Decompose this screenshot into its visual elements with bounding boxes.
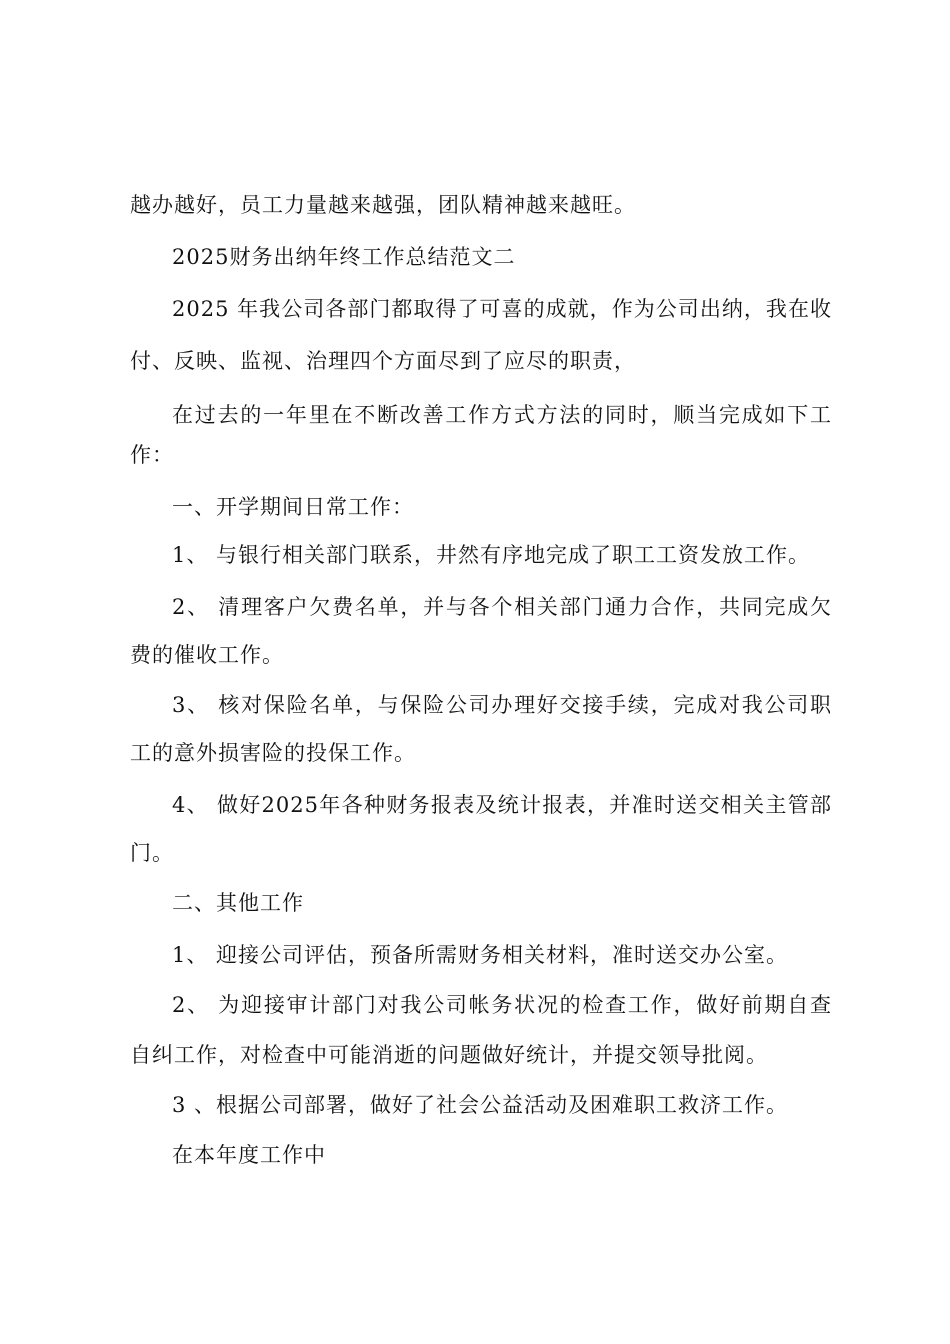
text-line-4: 付、反映、监视、治理四个方面尽到了应尽的职责， (130, 349, 636, 373)
list-item-6: 2、 为迎接审计部门对我公司帐务状况的检查工作，做好前期自查 (172, 993, 832, 1017)
list-item-2-cont: 费的催收工作。 (130, 643, 284, 667)
list-item-5: 1、 迎接公司评估，预备所需财务相关材料，准时送交办公室。 (172, 943, 789, 967)
list-item-7: 3 、根据公司部署，做好了社会公益活动及困难职工救济工作。 (172, 1093, 789, 1117)
subheading-2: 二、其他工作 (172, 891, 304, 915)
text-line-5: 在过去的一年里在不断改善工作方式方法的同时，顺当完成如下工 (172, 403, 832, 427)
list-item-2: 2、 清理客户欠费名单，并与各个相关部门通力合作，共同完成欠 (172, 595, 832, 619)
list-item-4-cont: 门。 (130, 841, 174, 865)
list-item-3-cont: 工的意外损害险的投保工作。 (130, 741, 416, 765)
section-heading: 2025财务出纳年终工作总结范文二 (172, 245, 516, 269)
subheading-1: 一、开学期间日常工作： (172, 495, 414, 519)
list-item-4: 4、 做好2025年各种财务报表及统计报表，并准时送交相关主管部 (172, 793, 832, 817)
list-item-1: 1、 与银行相关部门联系，井然有序地完成了职工工资发放工作。 (172, 543, 811, 567)
list-item-3: 3、 核对保险名单，与保险公司办理好交接手续，完成对我公司职 (172, 693, 832, 717)
text-line-1: 越办越好，员工力量越来越强，团队精神越来越旺。 (130, 193, 636, 217)
text-line-6: 作： (130, 443, 174, 467)
text-line-last: 在本年度工作中 (172, 1143, 326, 1167)
list-item-6-cont: 自纠工作，对检查中可能消逝的问题做好统计，并提交领导批阅。 (130, 1043, 768, 1067)
text-line-3: 2025 年我公司各部门都取得了可喜的成就，作为公司出纳，我在收 (172, 297, 832, 321)
